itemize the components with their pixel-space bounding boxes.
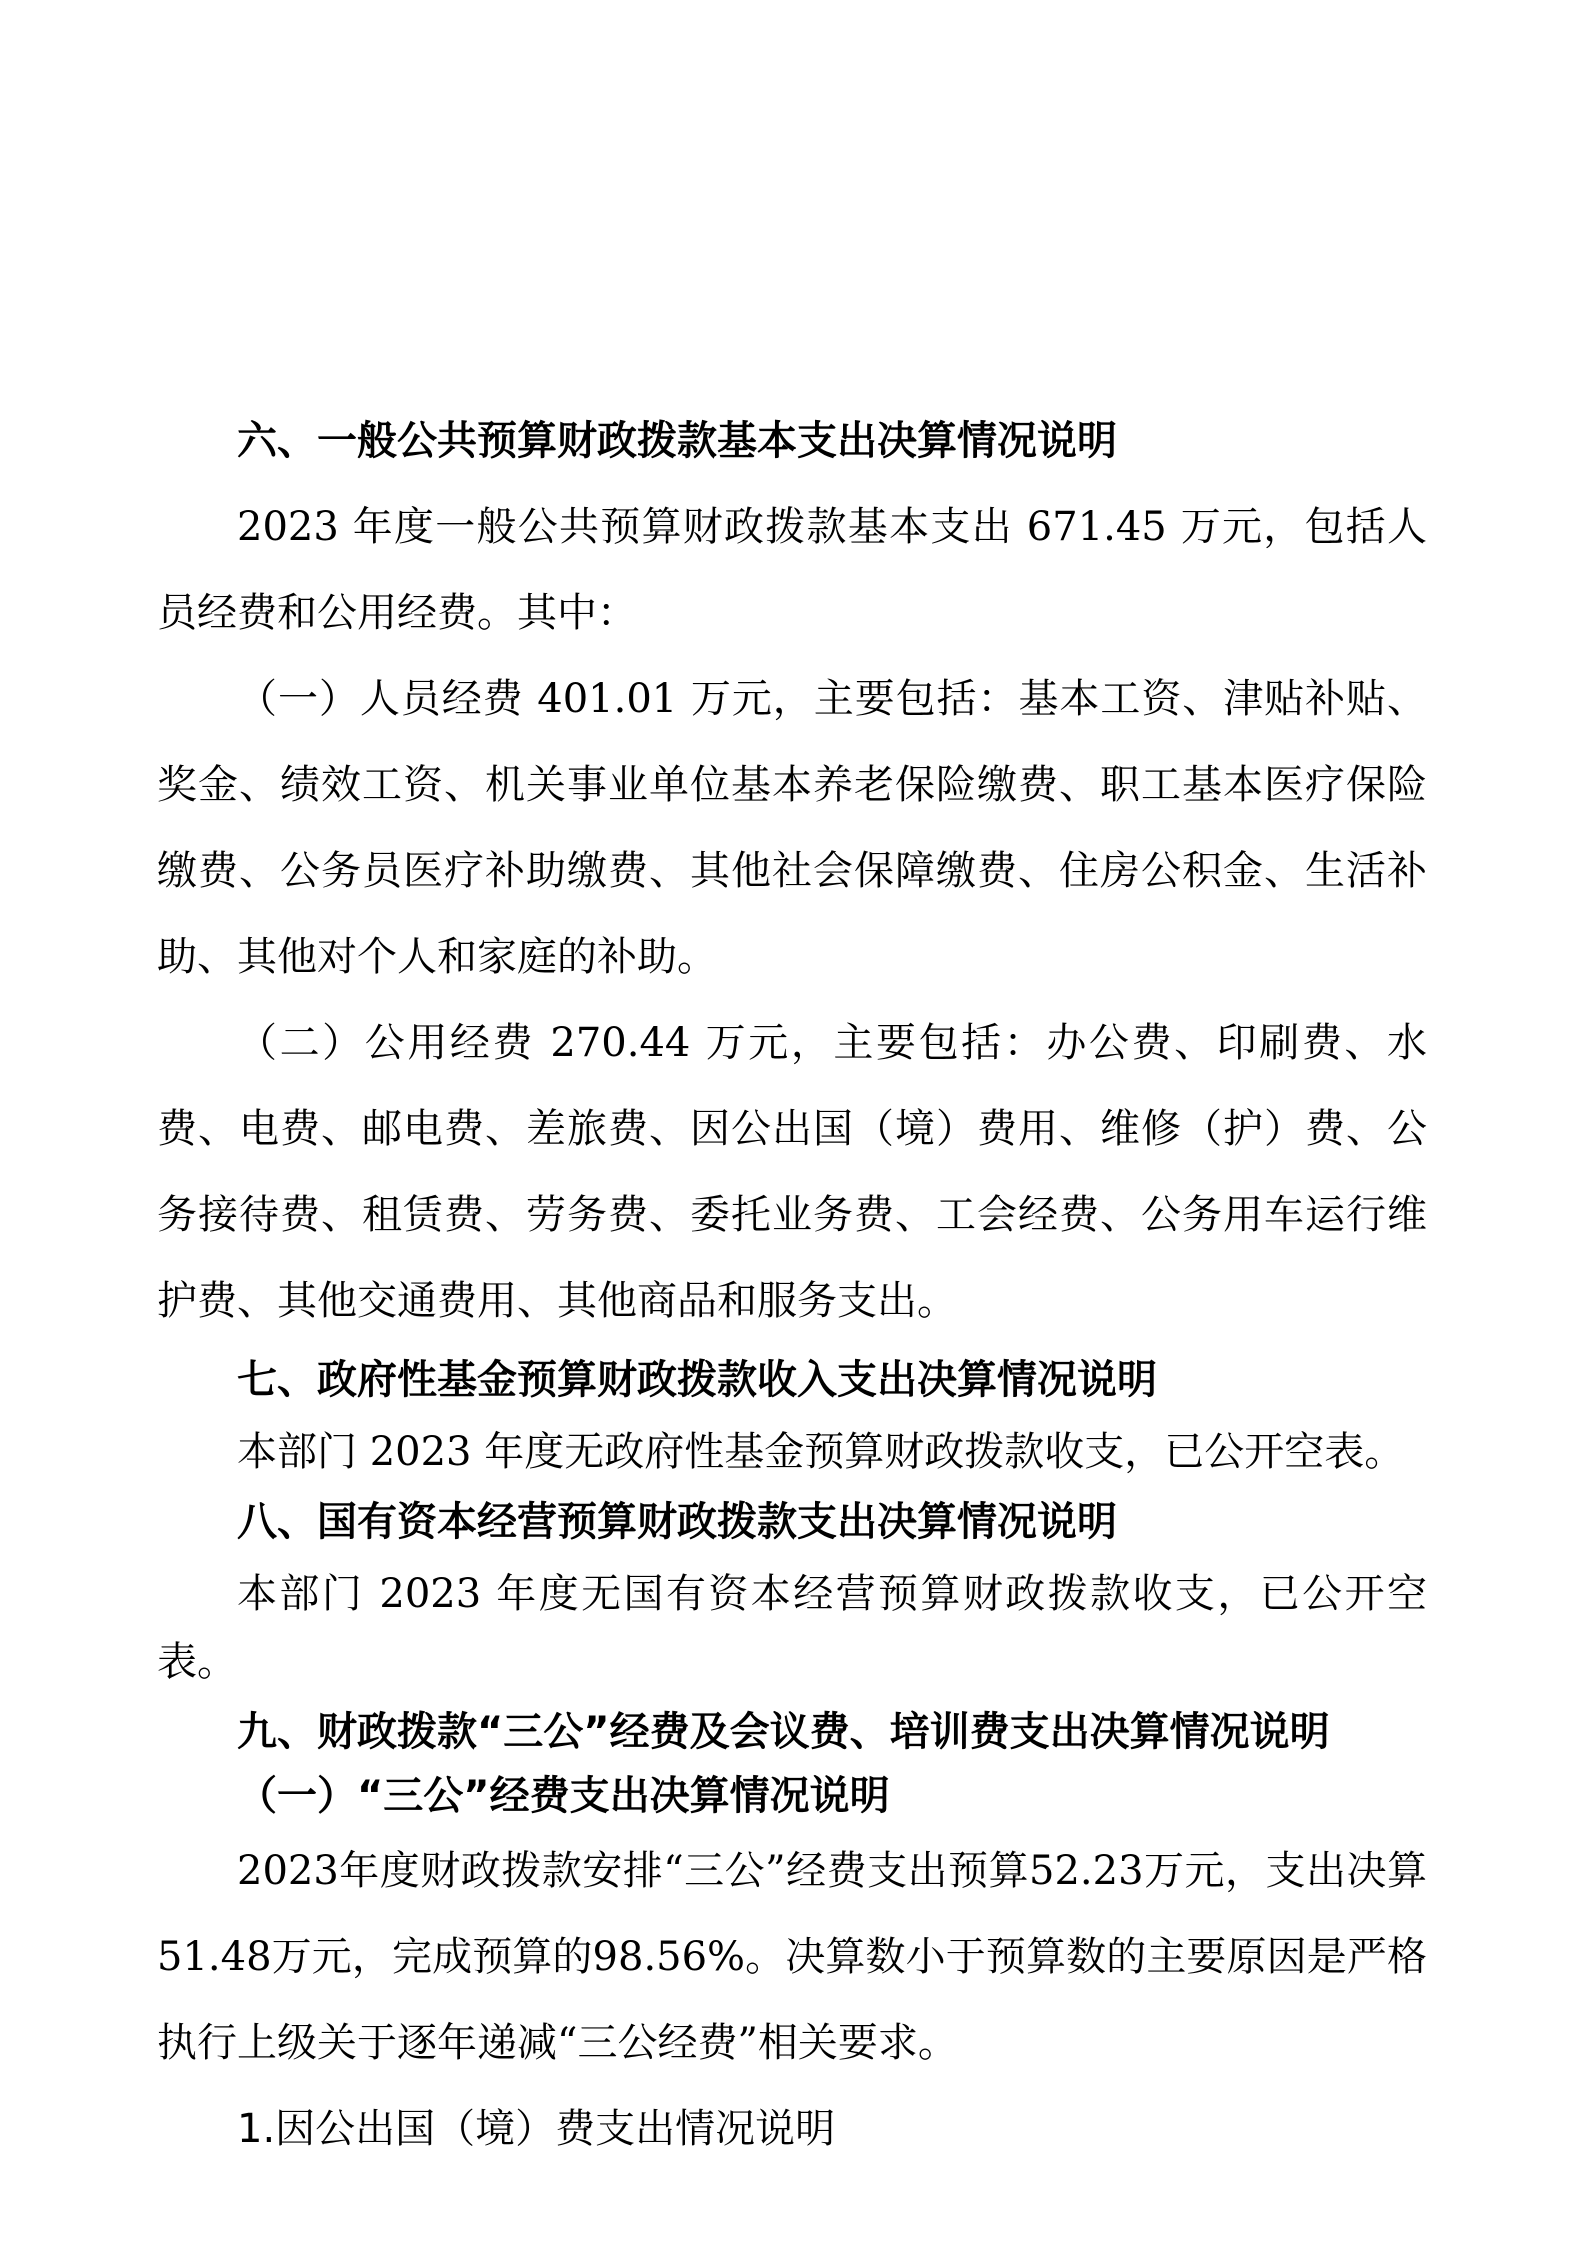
- document-body: [157, 398, 1427, 2172]
- section-6-paragraph-1: 2023 年度一般公共预算财政拨款基本支出 671.45 万元，包括人员经费和公用经费。其中：: [157, 504, 1427, 636]
- section-9-subheading: （一）“三公”经费支出决算情况说明: [237, 1773, 890, 1819]
- section-9-item-1-title: 1.因公出国（境）费支出情况说明: [237, 2106, 836, 2152]
- section-6-paragraph-3: （二）公用经费 270.44 万元，主要包括：办公费、印刷费、水费、电费、邮电费、差旅费、因公出国（境）费用、维修（护）费、公务接待费、租赁费、劳务费、委托业务费、工会经费、公务用车运行维护费、其他交通费用、其他商品和服务支出。: [157, 1020, 1427, 1324]
- section-6-paragraph-2: （一）人员经费 401.01 万元，主要包括：基本工资、津贴补贴、奖金、绩效工资、机关事业单位基本养老保险缴费、职工基本医疗保险缴费、公务员医疗补助缴费、其他社会保障缴费、住房公积金、生活补助、其他对个人和家庭的补助。: [157, 676, 1427, 980]
- section-8-heading: 八、国有资本经营预算财政拨款支出决算情况说明: [237, 1499, 1117, 1545]
- section-9-heading: 九、财政拨款“三公”经费及会议费、培训费支出决算情况说明: [237, 1709, 1330, 1755]
- section-6-heading: 六、一般公共预算财政拨款基本支出决算情况说明: [237, 418, 1117, 464]
- section-7-paragraph: 本部门 2023 年度无政府性基金预算财政拨款收支，已公开空表。: [237, 1429, 1405, 1475]
- section-8-paragraph: 本部门 2023 年度无国有资本经营预算财政拨款收支，已公开空表。: [157, 1571, 1427, 1685]
- section-7-heading: 七、政府性基金预算财政拨款收入支出决算情况说明: [237, 1357, 1157, 1403]
- section-9-paragraph: 2023年度财政拨款安排“三公”经费支出预算52.23万元，支出决算51.48万元，完成预算的98.56%。决算数小于预算数的主要原因是严格执行上级关于逐年递减“三公经费”相关要求。: [157, 1848, 1427, 2066]
